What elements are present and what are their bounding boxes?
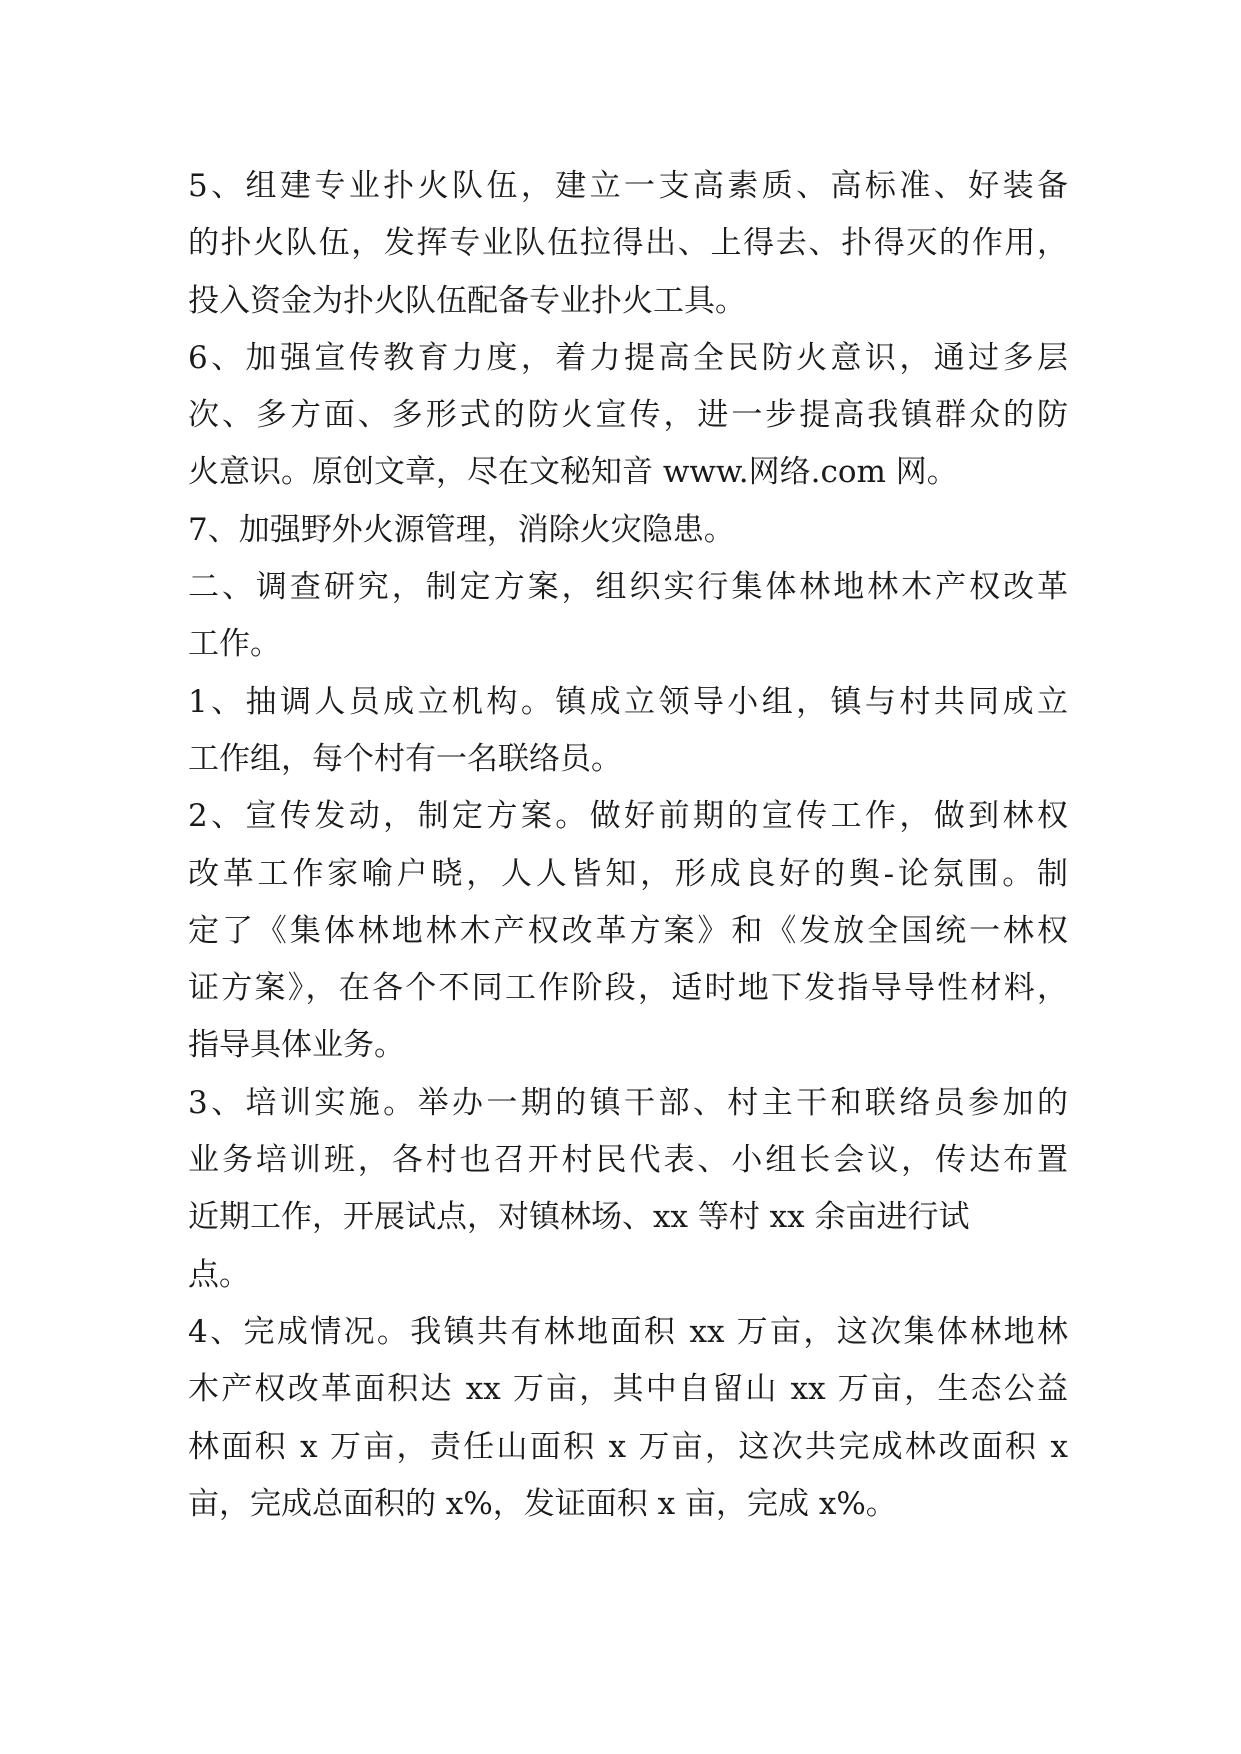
text-line: 3、培训实施。举办一期的镇干部、村主干和联络员参加的 xyxy=(188,1084,1068,1121)
text-line: 工作组，每个村有一名联络员。 xyxy=(188,740,622,777)
text-line: 亩，完成总面积的 x%，发证面积 x 亩，完成 x%。 xyxy=(188,1485,897,1522)
text-line: 定了《集体林地林木产权改革方案》和《发放全国统一林权 xyxy=(188,912,1068,949)
text-line: 林面积 x 万亩，责任山面积 x 万亩，这次共完成林改面积 x xyxy=(188,1428,1068,1465)
text-line: 点。 xyxy=(188,1256,250,1293)
text-line: 7、加强野外火源管理，消除火灾隐患。 xyxy=(188,511,735,548)
text-line: 二、调查研究，制定方案，组织实行集体林地林木产权改革 xyxy=(188,569,1068,606)
text-line: 6、加强宣传教育力度，着力提高全民防火意识，通过多层 xyxy=(188,339,1068,376)
text-line: 2、宣传发动，制定方案。做好前期的宣传工作，做到林权 xyxy=(188,798,1068,835)
text-line: 火意识。原创文章，尽在文秘知音 www.网络.com 网。 xyxy=(188,454,958,491)
text-line: 投入资金为扑火队伍配备专业扑火工具。 xyxy=(188,282,746,319)
text-line: 指导具体业务。 xyxy=(188,1027,405,1064)
text-line: 改革工作家喻户晓，人人皆知，形成良好的舆-论氛围。制 xyxy=(188,855,1068,892)
text-line: 4、完成情况。我镇共有林地面积 xx 万亩，这次集体林地林 xyxy=(188,1313,1068,1350)
text-line: 1、抽调人员成立机构。镇成立领导小组，镇与村共同成立 xyxy=(188,683,1068,720)
document-body xyxy=(188,158,1068,1533)
text-line: 业务培训班，各村也召开村民代表、小组长会议，传达布置 xyxy=(188,1142,1068,1179)
text-line: 5、组建专业扑火队伍，建立一支高素质、高标准、好装备 xyxy=(188,168,1068,204)
text-line: 木产权改革面积达 xx 万亩，其中自留山 xx 万亩，生态公益 xyxy=(188,1371,1068,1408)
text-line: 的扑火队伍，发挥专业队伍拉得出、上得去、扑得灭的作用， xyxy=(188,225,1068,262)
text-line: 次、多方面、多形式的防火宣传，进一步提高我镇群众的防 xyxy=(188,397,1068,434)
text-line: 工作。 xyxy=(188,626,281,663)
text-line: 证方案》，在各个不同工作阶段，适时地下发指导导性材料， xyxy=(188,970,1068,1007)
text-line: 近期工作，开展试点，对镇林场、xx 等村 xx 余亩进行试 xyxy=(188,1199,970,1236)
